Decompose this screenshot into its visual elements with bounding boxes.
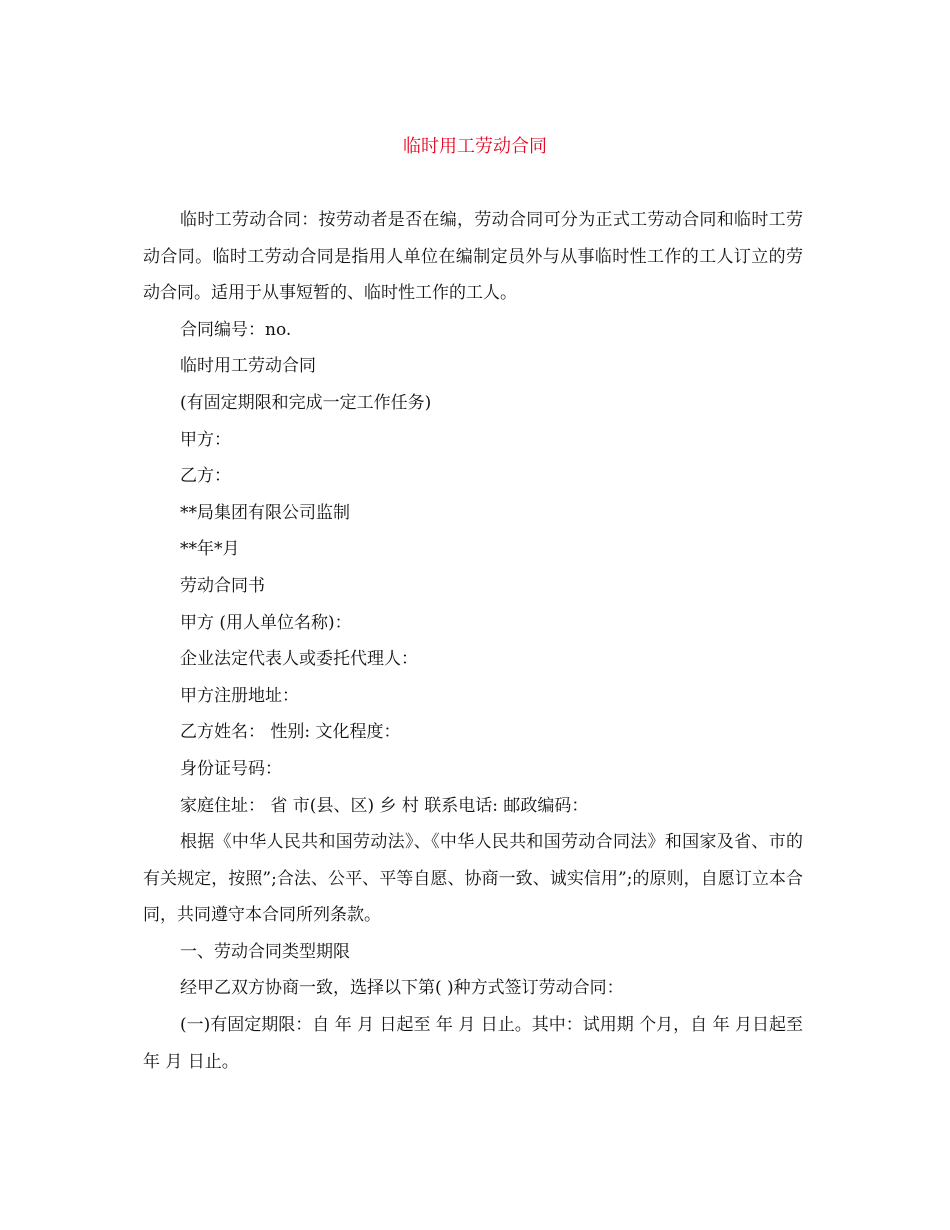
- legal-representative-field: 企业法定代表人或委托代理人：: [180, 649, 418, 670]
- contract-number: 合同编号：no.: [180, 319, 292, 340]
- contract-title: 临时用工劳动合同: [180, 356, 316, 377]
- party-b-info-field: 乙方姓名： 性别: 文化程度：: [180, 722, 401, 743]
- party-a-line: 甲方：: [180, 429, 231, 450]
- contract-subtitle: (有固定期限和完成一定工作任务): [180, 392, 432, 413]
- id-number-field: 身份证号码：: [180, 758, 282, 779]
- party-a-address-field: 甲方注册地址：: [180, 685, 299, 706]
- document-body: [143, 202, 803, 1080]
- party-a-name-field: 甲方 (用人单位名称)：: [180, 612, 352, 633]
- date-line: **年*月: [180, 539, 240, 560]
- book-title: 劳动合同书: [180, 575, 265, 596]
- party-b-line: 乙方：: [180, 466, 231, 487]
- document-title: 临时用工劳动合同: [403, 136, 547, 157]
- select-type-line: 经甲乙双方协商一致，选择以下第( )种方式签订劳动合同：: [180, 978, 624, 999]
- home-address-field: 家庭住址： 省 市(县、区) 乡 村 联系电话: 邮政编码：: [180, 795, 589, 816]
- section-heading: 一、劳动合同类型期限: [180, 941, 350, 962]
- supervisor-line: **局集团有限公司监制: [180, 502, 350, 523]
- intro-paragraph: 临时工劳动合同：按劳动者是否在编，劳动合同可分为正式工劳动合同和临时工劳动合同。临时工劳动合同是指用人单位在编制定员外与从事临时性工作的工人订立的劳动合同。适用于从事短暂的、临时性工作的工人。: [143, 210, 803, 304]
- fixed-term-paragraph: (一)有固定期限：自 年 月 日起至 年 月 日止。其中：试用期 个月，自 年 月日起至 年 月 日止。: [143, 1015, 803, 1072]
- basis-paragraph: 根据《中华人民共和国劳动法》、《中华人民共和国劳动合同法》和国家及省、市的有关规定，按照”;合法、公平、平等自愿、协商一致、诚实信用”;的原则，自愿订立本合同，共同遵守本合同所列条款。: [143, 832, 803, 926]
